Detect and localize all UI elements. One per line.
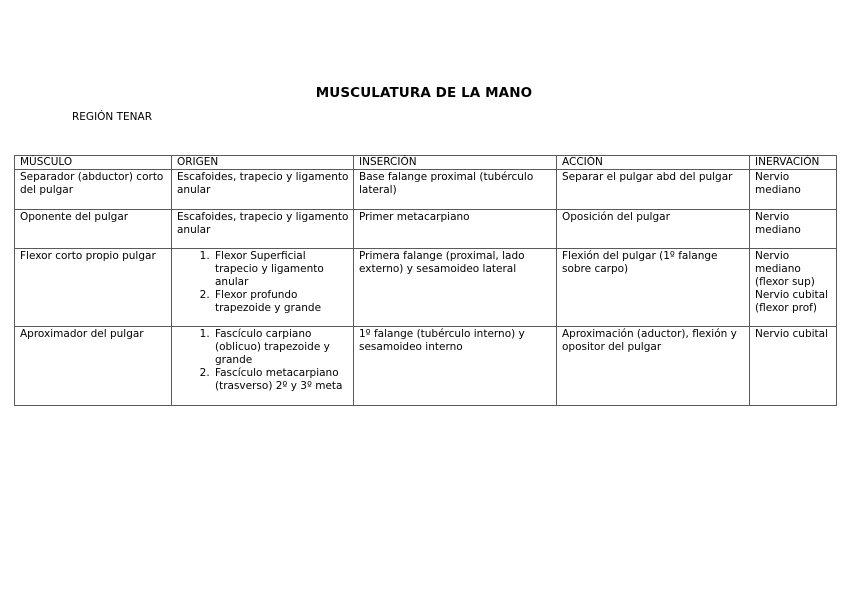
cell-insertion: Primer metacarpiano <box>354 210 557 249</box>
table-header-row <box>15 156 837 170</box>
muscle-table <box>14 155 837 406</box>
cell-innervation: Nervio mediano <box>750 170 837 210</box>
cell-action: Oposición del pulgar <box>557 210 750 249</box>
table-row <box>15 249 837 327</box>
origin-list <box>177 328 349 393</box>
cell-origin <box>172 249 354 327</box>
cell-muscle: Separador (abductor) corto del pulgar <box>15 170 172 210</box>
list-item: 2. Flexor profundo trapezoide y grande <box>213 289 349 315</box>
header-innervation: INERVACIÓN <box>750 156 837 170</box>
cell-insertion: Base falange proximal (tubérculo lateral) <box>354 170 557 210</box>
header-muscle: MÚSCULO <box>15 156 172 170</box>
header-action: ACCIÓN <box>557 156 750 170</box>
cell-muscle: Oponente del pulgar <box>15 210 172 249</box>
cell-action: Flexión del pulgar (1º falange sobre carpo) <box>557 249 750 327</box>
origin-list <box>177 250 349 315</box>
table-row <box>15 327 837 406</box>
cell-origin <box>172 327 354 406</box>
section-subtitle: REGIÓN TENAR <box>72 111 153 123</box>
cell-origin: Escafoides, trapecio y ligamento anular <box>172 170 354 210</box>
cell-action: Separar el pulgar abd del pulgar <box>557 170 750 210</box>
cell-action: Aproximación (aductor), flexión y opositor del pulgar <box>557 327 750 406</box>
list-item: 2. Fascículo metacarpiano (trasverso) 2º y 3º meta <box>213 367 349 393</box>
table-row <box>15 210 837 249</box>
list-item: 1. Flexor Superficial trapecio y ligamento anular <box>213 250 349 289</box>
cell-insertion: 1º falange (tubérculo interno) y sesamoideo interno <box>354 327 557 406</box>
cell-innervation: Nervio mediano <box>750 210 837 249</box>
cell-muscle: Aproximador del pulgar <box>15 327 172 406</box>
list-item: 1. Fascículo carpiano (oblicuo) trapezoide y grande <box>213 328 349 367</box>
header-insertion: INSERCIÓN <box>354 156 557 170</box>
cell-origin: Escafoides, trapecio y ligamento anular <box>172 210 354 249</box>
cell-muscle: Flexor corto propio pulgar <box>15 249 172 327</box>
cell-insertion: Primera falange (proximal, lado externo) y sesamoideo lateral <box>354 249 557 327</box>
header-origin: ORIGEN <box>172 156 354 170</box>
page-title: MUSCULATURA DE LA MANO <box>315 85 533 101</box>
table-row <box>15 170 837 210</box>
cell-innervation: Nervio mediano (flexor sup) Nervio cubital (flexor prof) <box>750 249 837 327</box>
cell-innervation: Nervio cubital <box>750 327 837 406</box>
